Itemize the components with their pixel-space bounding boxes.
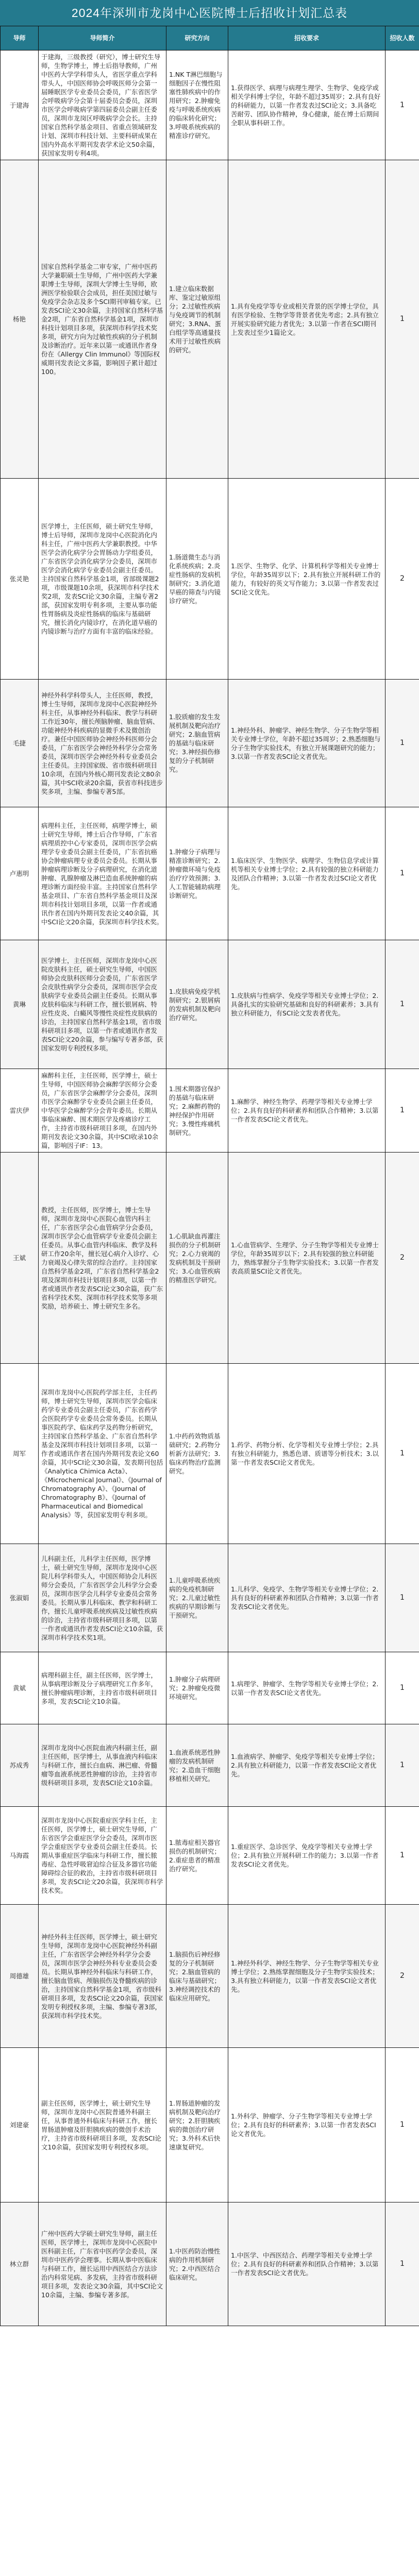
research-direction: 1.脓毒症相关器官损伤的机制研究；2.重症患者的精准治疗研究。 — [166, 1807, 228, 1905]
recruit-requirements: 1.心血管病学、生理学、分子生物学等相关专业博士学位，年龄35周岁以下；2.具有较强的独立科研能力，熟练掌握分子生物学实验技术；3.以第一作者发表高质量SCI论文者优先。 — [228, 1153, 386, 1364]
mentor-intro: 副主任医师，医学博士，硕士研究生导师，深圳市龙岗中心医院普通外科副主任，从事普通外科临床与科研工作，擅长胃肠道肿瘤及肝胆胰疾病的微创手术治疗，主持省市级科研项目多项，发表SCI论文10余篇，获国家发明专利授权多项。 — [39, 2048, 166, 2202]
table-row — [1, 160, 419, 479]
recruit-count: 1 — [386, 1652, 419, 1724]
table-row — [1, 50, 419, 160]
recruit-count: 1 — [386, 807, 419, 940]
table-row — [1, 1652, 419, 1724]
mentor-intro: 神经外科主任医师，医学博士，硕士研究生导师，深圳市龙岗中心医院神经外科副主任，广东省医学会神经外科学分会委员，深圳市医学会神经外科专业委员会委员。长期从事神经外科临床与科研工作，擅长脑血管病、颅脑损伤及脊髓疾病的诊治，主持国家自然科学基金1项，省市级科研项目多项，发表SCI论文20余篇，获国家发明专利授权多项，主编、参编专著3部，获深圳市科学技术奖。 — [39, 1905, 166, 2048]
mentor-intro: 麻醉科主任，主任医师，医学博士，硕士生导师，中国医师协会麻醉学医师分会委员，广东省医学会麻醉学分会委员，深圳市医学会麻醉学专业委员会副主任委员，中华医学会麻醉学分会青年委员。长期从事临床麻醉、围术期医学及疼痛诊疗工作，主持省市级科研项目多项，在国内外期刊发表论文30余篇，其中SCI收录10余篇，影响因子IF：13。 — [39, 1069, 166, 1153]
recruit-count: 1 — [386, 940, 419, 1069]
recruit-count: 1 — [386, 1544, 419, 1652]
mentor-name: 苏成秀 — [1, 1724, 39, 1807]
research-direction: 1.肿瘤分子病理研究；2.肿瘤免疫微环境研究。 — [166, 1652, 228, 1724]
research-direction: 1.肠道微生态与消化系统疾病；2.炎症性肠病的发病机制研究；3.消化道早癌的筛查与内镜诊疗研究。 — [166, 479, 228, 680]
recruit-requirements: 1.血液病学、肿瘤学、免疫学等相关专业博士学位；2.具有独立科研能力，以第一作者发表SCI论文者优先。 — [228, 1724, 386, 1807]
research-direction: 1.心肌缺血再灌注损伤的分子机制研究；2.心力衰竭的发病机制及干预研究；3.心血管疾病的精准医学研究。 — [166, 1153, 228, 1364]
recruit-count: 1 — [386, 1364, 419, 1544]
research-direction: 1.胶质瘤的发生发展机制及靶向治疗研究；2.脑血管病的基础与临床研究；3.神经损伤修复的分子机制研究。 — [166, 680, 228, 807]
mentor-intro: 国家自然科学基金二审专家，广州中医药大学兼职硕士生导师，广州中医药大学兼职博士生导师，深圳大学博士生导师，欧洲医学检验联合会成员，担任美国过敏与免疫学会杂志及多个SCI期刊审稿专家。已发表SCI论文30余篇，主持国家自然科学基金2项，广东省自然科学基金1项，深圳市科技计划项目多项，获深圳市科学技术奖多项，研究方向为过敏性疾病的分子机制及诊断治疗。近年来以第一或通讯作者身份在《Allergy Clin Immunol》等国际权威期刊发表论文多篇，影响因子累计超过100。 — [39, 160, 166, 479]
mentor-intro: 深圳市龙岗中心医院药学部主任，主任药师，博士研究生导师，深圳市医学会临床药学专业委员会副主任委员，广东省药学会医院药学专业委员会常务委员。长期从事医院药学、临床药学及药物分析研究，主持国家自然科学基金、广东省自然科学基金及深圳市科技计划项目多项，以第一作者或通讯作者在国内外期刊发表论文60余篇，其中SCI论文30余篇，发表期刊包括《Analytica Chimica Acta》、《Microchemical Journal》、《Journal of Chromatography A》、《Journal of Chromatography B》、《Journal of Pharmaceutical and Biomedical Analysis》等，获国家发明专利多项。 — [39, 1364, 166, 1544]
recruit-count: 1 — [386, 1724, 419, 1807]
recruit-requirements: 1.具有免疫学等专业或相关背景的医学博士学位，具有医学检验、生物学等背景者优先考虑；2.具有独立开展实验研究能力者优先；3.以第一作者在SCI期刊上发表过至少1篇论文。 — [228, 160, 386, 479]
mentor-intro: 教授，主任医师，医学博士，博士生导师，深圳市龙岗中心医院心血管内科主任，广东省医学会心血管病学分会委员，深圳市医学会心血管病学专业委员会副主任委员。从事心血管内科临床、教学及科研工作20余年，擅长冠心病介入诊疗、心力衰竭及心律失常的综合治疗。主持国家自然科学基金2项，广东省自然科学基金2项及深圳市科技计划项目多项，以第一作者或通讯作者发表SCI论文30余篇，获广东省科学技术奖、深圳市科学技术奖等多项奖励，培养硕士、博士研究生多名。 — [39, 1153, 166, 1364]
table-row — [1, 1153, 419, 1364]
mentor-name: 王斌 — [1, 1153, 39, 1364]
recruit-count: 2 — [386, 1153, 419, 1364]
table-row — [1, 2048, 419, 2202]
table-row — [1, 940, 419, 1069]
mentor-intro: 医学博士，主任医师，硕士研究生导师，博士后导师，深圳市龙岗中心医院消化内科主任，广州中医药大学兼职教授。中华医学会消化病学分会胃肠动力学组委员，广东省医学会消化病学分会委员，深圳市医学会消化病学专业委员会副主任委员。主持国家自然科学基金1项，省部级课题2项，市级课题10余项，获深圳市科学技术奖2项，发表SCI论文30余篇，主编专著2部，获国家发明专利多项，主要从事功能性胃肠病及炎症性肠病的临床与基础研究，擅长消化内镜诊疗，在消化道早癌的内镜诊断与治疗方面有丰富的临床经验。 — [39, 479, 166, 680]
mentor-name: 张灵艳 — [1, 479, 39, 680]
research-direction: 1.血液系统恶性肿瘤的发病机制研究；2.造血干细胞移植相关研究。 — [166, 1724, 228, 1807]
recruit-requirements: 1.医学、生物学、化学、计算机科学等相关专业博士学位，年龄35周岁以下；2.具有独立开展科研工作的能力，有较好的英文写作能力；3.以第一作者发表过SCI论文优先。 — [228, 479, 386, 680]
recruit-count: 1 — [386, 1807, 419, 1905]
recruit-requirements: 1.麻醉学、神经生物学、药理学等相关专业博士学位；2.具有良好的科研素养和团队合作精神；3.以第一作者发表SCI论文者优先。 — [228, 1069, 386, 1153]
recruit-count: 1 — [386, 1069, 419, 1153]
recruit-requirements: 1.获得医学、病理与病理生理学、生物学、免疫学或相关学科博士学位，年龄不超过35周岁；2.具有良好的科研能力，以第一作者发表过SCI论文；3.具备吃苦耐劳、团队协作精神，身心健康，能在博士后期间全职从事科研工作。 — [228, 50, 386, 160]
mentor-name: 卢惠明 — [1, 807, 39, 940]
research-direction: 1.围术期器官保护的基础与临床研究；2.麻醉药物的神经保护作用研究；3.慢性疼痛机制研究。 — [166, 1069, 228, 1153]
table-row — [1, 479, 419, 680]
table-row — [1, 807, 419, 940]
recruit-requirements: 1.重症医学、急诊医学、免疫学等相关专业博士学位；2.具有独立开展科研工作的能力；3.以第一作者发表SCI论文者优先。 — [228, 1807, 386, 1905]
mentor-intro: 病理科主任，主任医师，病理学博士，硕士研究生导师，博士后合作导师，广东省病理质控中心专家委员，深圳市医学会病理学专业委员会副主任委员，广东省抗癌协会肿瘤病理专业委员会委员。长期从事肿瘤病理诊断及分子病理研究，在消化道肿瘤、乳腺肿瘤及淋巴造血系统肿瘤的病理诊断方面经验丰富。主持国家自然科学基金项目、广东省自然科学基金项目及深圳市科技计划项目多项，以第一作者或通讯作者在国内外期刊发表论文40余篇，其中SCI论文20余篇，获深圳市科学技术奖。 — [39, 807, 166, 940]
table-row — [1, 1069, 419, 1153]
recruit-requirements: 1.儿科学、免疫学、生物学等相关专业博士学位；2.具有良好的科研素养和团队合作精神；3.以第一作者发表SCI论文者优先。 — [228, 1544, 386, 1652]
mentor-name: 林立群 — [1, 2202, 39, 2326]
table-row — [1, 2202, 419, 2326]
table-row — [1, 680, 419, 807]
recruit-requirements: 1.药学、药物分析、化学等相关专业博士学位；2.具有独立科研能力，熟悉色谱、质谱等分析技术；3.以第一作者发表SCI论文者优先。 — [228, 1364, 386, 1544]
recruit-count: 2 — [386, 1905, 419, 2048]
research-direction: 1.胃肠道肿瘤的发病机制及靶向治疗研究；2.肝胆胰疾病的微创治疗研究；3.外科术后快速康复研究。 — [166, 2048, 228, 2202]
page-title: 2024年深圳市龙岗中心医院博士后招收计划汇总表 — [0, 0, 419, 26]
table-row — [1, 1364, 419, 1544]
table-row — [1, 1905, 419, 2048]
mentor-name: 于建海 — [1, 50, 39, 160]
recruit-requirements: 1.病理学、肿瘤学、生物学等相关专业博士学位；2.以第一作者发表SCI论文者优先。 — [228, 1652, 386, 1724]
mentor-intro: 神经外科学科带头人，主任医师，教授，博士生导师，深圳市龙岗中心医院神经外科主任，从事神经外科临床、教学与科研工作近30年，擅长颅脑肿瘤、脑血管病、功能神经外科疾病的显微手术及微创治疗。兼任中国医师协会神经外科医师分会委员，广东省医学会神经外科学分会常务委员，深圳市医学会神经外科专业委员会主任委员。主持国家级、省市级科研项目10余项，在国内外核心期刊发表论文80余篇，其中SCI收录20余篇，获省市科技进步奖多项，主编、参编专著5部。 — [39, 680, 166, 807]
mentor-name: 刘建豪 — [1, 2048, 39, 2202]
header-mentor: 导师 — [1, 26, 39, 50]
mentor-intro: 儿科副主任，儿科学主任医师，医学博士，硕士研究生导师，深圳市龙岗中心医院儿科学科带头人，中国医师协会儿科医师分会委员，广东省医学会儿科学分会委员，深圳市医学会儿科学专业委员会常务委员。长期从事儿科临床、教学和科研工作，擅长儿童呼吸系统疾病及过敏性疾病的诊治，主持省市级科研项目多项，以第一作者或通讯作者发表SCI论文10余篇，获深圳市科学技术奖1项。 — [39, 1544, 166, 1652]
recruit-requirements: 1.中医学、中西医结合、药理学等相关专业博士学位；2.具有良好的科研素养和团队合作精神；3.以第一作者发表SCI论文者优先。 — [228, 2202, 386, 2326]
recruit-requirements: 1.神经外科、肿瘤学、神经生物学、分子生物学等相关专业博士学位，年龄不超过35周岁；2.熟悉细胞与分子生物学实验技术，有独立开展课题研究的能力；3.以第一作者发表SCI论文者优先。 — [228, 680, 386, 807]
recruit-requirements: 1.皮肤病与性病学、免疫学等相关专业博士学位；2.具备扎实的实验研究基础和良好的科研素养；3.具有独立科研能力，有SCI论文发表者优先。 — [228, 940, 386, 1069]
header-requirements: 招收要求 — [228, 26, 386, 50]
header-intro: 导师简介 — [39, 26, 166, 50]
table-header-row — [1, 26, 419, 50]
recruitment-table — [0, 26, 419, 2326]
table-row — [1, 1544, 419, 1652]
research-direction: 1.皮肤病免疫学机制研究；2.银屑病的发病机制及靶向治疗研究。 — [166, 940, 228, 1069]
mentor-intro: 病理科副主任，副主任医师，医学博士，从事病理诊断及分子病理研究工作多年，擅长肿瘤病理诊断，主持省市级科研项目多项，发表SCI论文10余篇。 — [39, 1652, 166, 1724]
mentor-name: 雷庆伊 — [1, 1069, 39, 1153]
research-direction: 1.肿瘤分子病理与精准诊断研究；2.肿瘤微环境与免疫治疗疗效预测；3.人工智能辅助病理诊断研究。 — [166, 807, 228, 940]
table-row — [1, 1807, 419, 1905]
recruit-count: 1 — [386, 680, 419, 807]
mentor-name: 张淑娟 — [1, 1544, 39, 1652]
mentor-name: 黄斌 — [1, 1652, 39, 1724]
mentor-intro: 广州中医药大学硕士研究生导师，副主任医师，医学博士，深圳市龙岗中心医院中医科副主任，广东省中医药学会委员，深圳市中医药学会理事。长期从事中医临床与科研工作，擅长运用中西医结合方法诊治内科常见病、多发病，主持省市级科研项目多项，发表论文30余篇，其中SCI论文10余篇，主编、参编专著多部。 — [39, 2202, 166, 2326]
mentor-name: 周德雄 — [1, 1905, 39, 2048]
research-direction: 1.脑损伤后神经修复的分子机制研究；2.脑血管病的临床与基础研究；3.神经调控技术的临床应用研究。 — [166, 1905, 228, 2048]
mentor-intro: 深圳市龙岗中心医院重症医学科主任，主任医师，医学博士，硕士研究生导师，广东省医学会重症医学分会委员，深圳市医学会重症医学专业委员会副主任委员。长期从事重症医学临床与科研工作，擅长脓毒症、急性呼吸窘迫综合征及多器官功能障碍综合征的救治，主持省市级科研项目多项，发表SCI论文20余篇，获深圳市科学技术奖。 — [39, 1807, 166, 1905]
recruit-requirements: 1.临床医学、生物医学、病理学、生物信息学或计算机等相关专业博士学位；2.具有较强的独立科研能力及团队合作精神；3.以第一作者发表过SCI论文者优先。 — [228, 807, 386, 940]
research-direction: 1.儿童呼吸系统疾病的免疫机制研究；2.儿童过敏性疾病的早期诊断与干预研究。 — [166, 1544, 228, 1652]
recruit-count: 1 — [386, 160, 419, 479]
recruit-requirements: 1.神经外科学、神经生物学、分子生物学等相关专业博士学位；2.熟练掌握细胞及分子生物学实验技术；3.具有独立科研能力，以第一作者发表SCI论文者优先。 — [228, 1905, 386, 2048]
recruit-count: 1 — [386, 2048, 419, 2202]
research-direction: 1.中医药防治慢性病的作用机制研究；2.中西医结合临床研究。 — [166, 2202, 228, 2326]
mentor-name: 周军 — [1, 1364, 39, 1544]
mentor-name: 马海霞 — [1, 1807, 39, 1905]
recruit-count: 1 — [386, 2202, 419, 2326]
recruit-requirements: 1.外科学、肿瘤学、分子生物学等相关专业博士学位；2.具有良好的科研素养；3.以第一作者发表SCI论文者优先。 — [228, 2048, 386, 2202]
table-row — [1, 1724, 419, 1807]
mentor-name: 杨艳 — [1, 160, 39, 479]
table-body — [1, 50, 419, 2326]
recruit-count: 1 — [386, 50, 419, 160]
header-count: 招收人数 — [386, 26, 419, 50]
header-direction: 研究方向 — [166, 26, 228, 50]
recruit-count: 2 — [386, 479, 419, 680]
mentor-intro: 深圳市龙岗中心医院血液内科副主任，副主任医师，医学博士，从事血液内科临床与科研工作，擅长白血病、淋巴瘤、骨髓瘤等血液系统恶性肿瘤的诊治，主持省市级科研项目多项，发表SCI论文10余篇。 — [39, 1724, 166, 1807]
mentor-name: 毛捷 — [1, 680, 39, 807]
research-direction: 1.NK T淋巴细胞与细胞因子在慢性阻塞性肺疾病中的作用研究；2.肿瘤免疫与呼吸系统疾病的临床转化研究；3.呼吸系统疾病的精准诊疗研究。 — [166, 50, 228, 160]
mentor-intro: 医学博士，主任医师，深圳市龙岗中心医院皮肤科主任，硕士研究生导师，中国医师协会皮肤科医师分会委员，广东省医学会皮肤性病学分会委员，深圳市医学会皮肤病学专业委员会副主任委员。长期从事皮肤科临床与科研工作，擅长银屑病、特应性皮炎、白癜风等慢性炎症性皮肤病的诊治，主持国家自然科学基金1项，省市级科研项目多项，以第一作者或通讯作者发表SCI论文20余篇，参与编写专著多部，获国家发明专利授权多项。 — [39, 940, 166, 1069]
research-direction: 1.中药药效物质基础研究；2.药物分析新方法研究；3.临床药物治疗监测研究。 — [166, 1364, 228, 1544]
mentor-intro: 于建海，三级教授（研究），博士研究生导师，生物学博士，博士后指导教师，广州中医药大学学科带头人，省医学重点学科带头人，中国医师协会呼吸医师分会第一届睡眠医学专业委员会委员，广东省医学会呼吸病学分会第十届委员会委员，深圳市医学会呼吸病学第四届委员会副主任委员，深圳市龙岗区呼吸病学会会长。主持国家自然科学基金项目、省重点领域研发计划、深圳市科技计划、主要科研成果在国内外高水平期刊发表学术论文50余篇，获国家发明专利4项。 — [39, 50, 166, 160]
research-direction: 1.建立临床数据库、鉴定过敏原组分；2.过敏性疾病与免疫调节的机制研究；3.RNA、蛋白组学等高通量技术用于过敏性疾病的研究。 — [166, 160, 228, 479]
mentor-name: 黄琳 — [1, 940, 39, 1069]
